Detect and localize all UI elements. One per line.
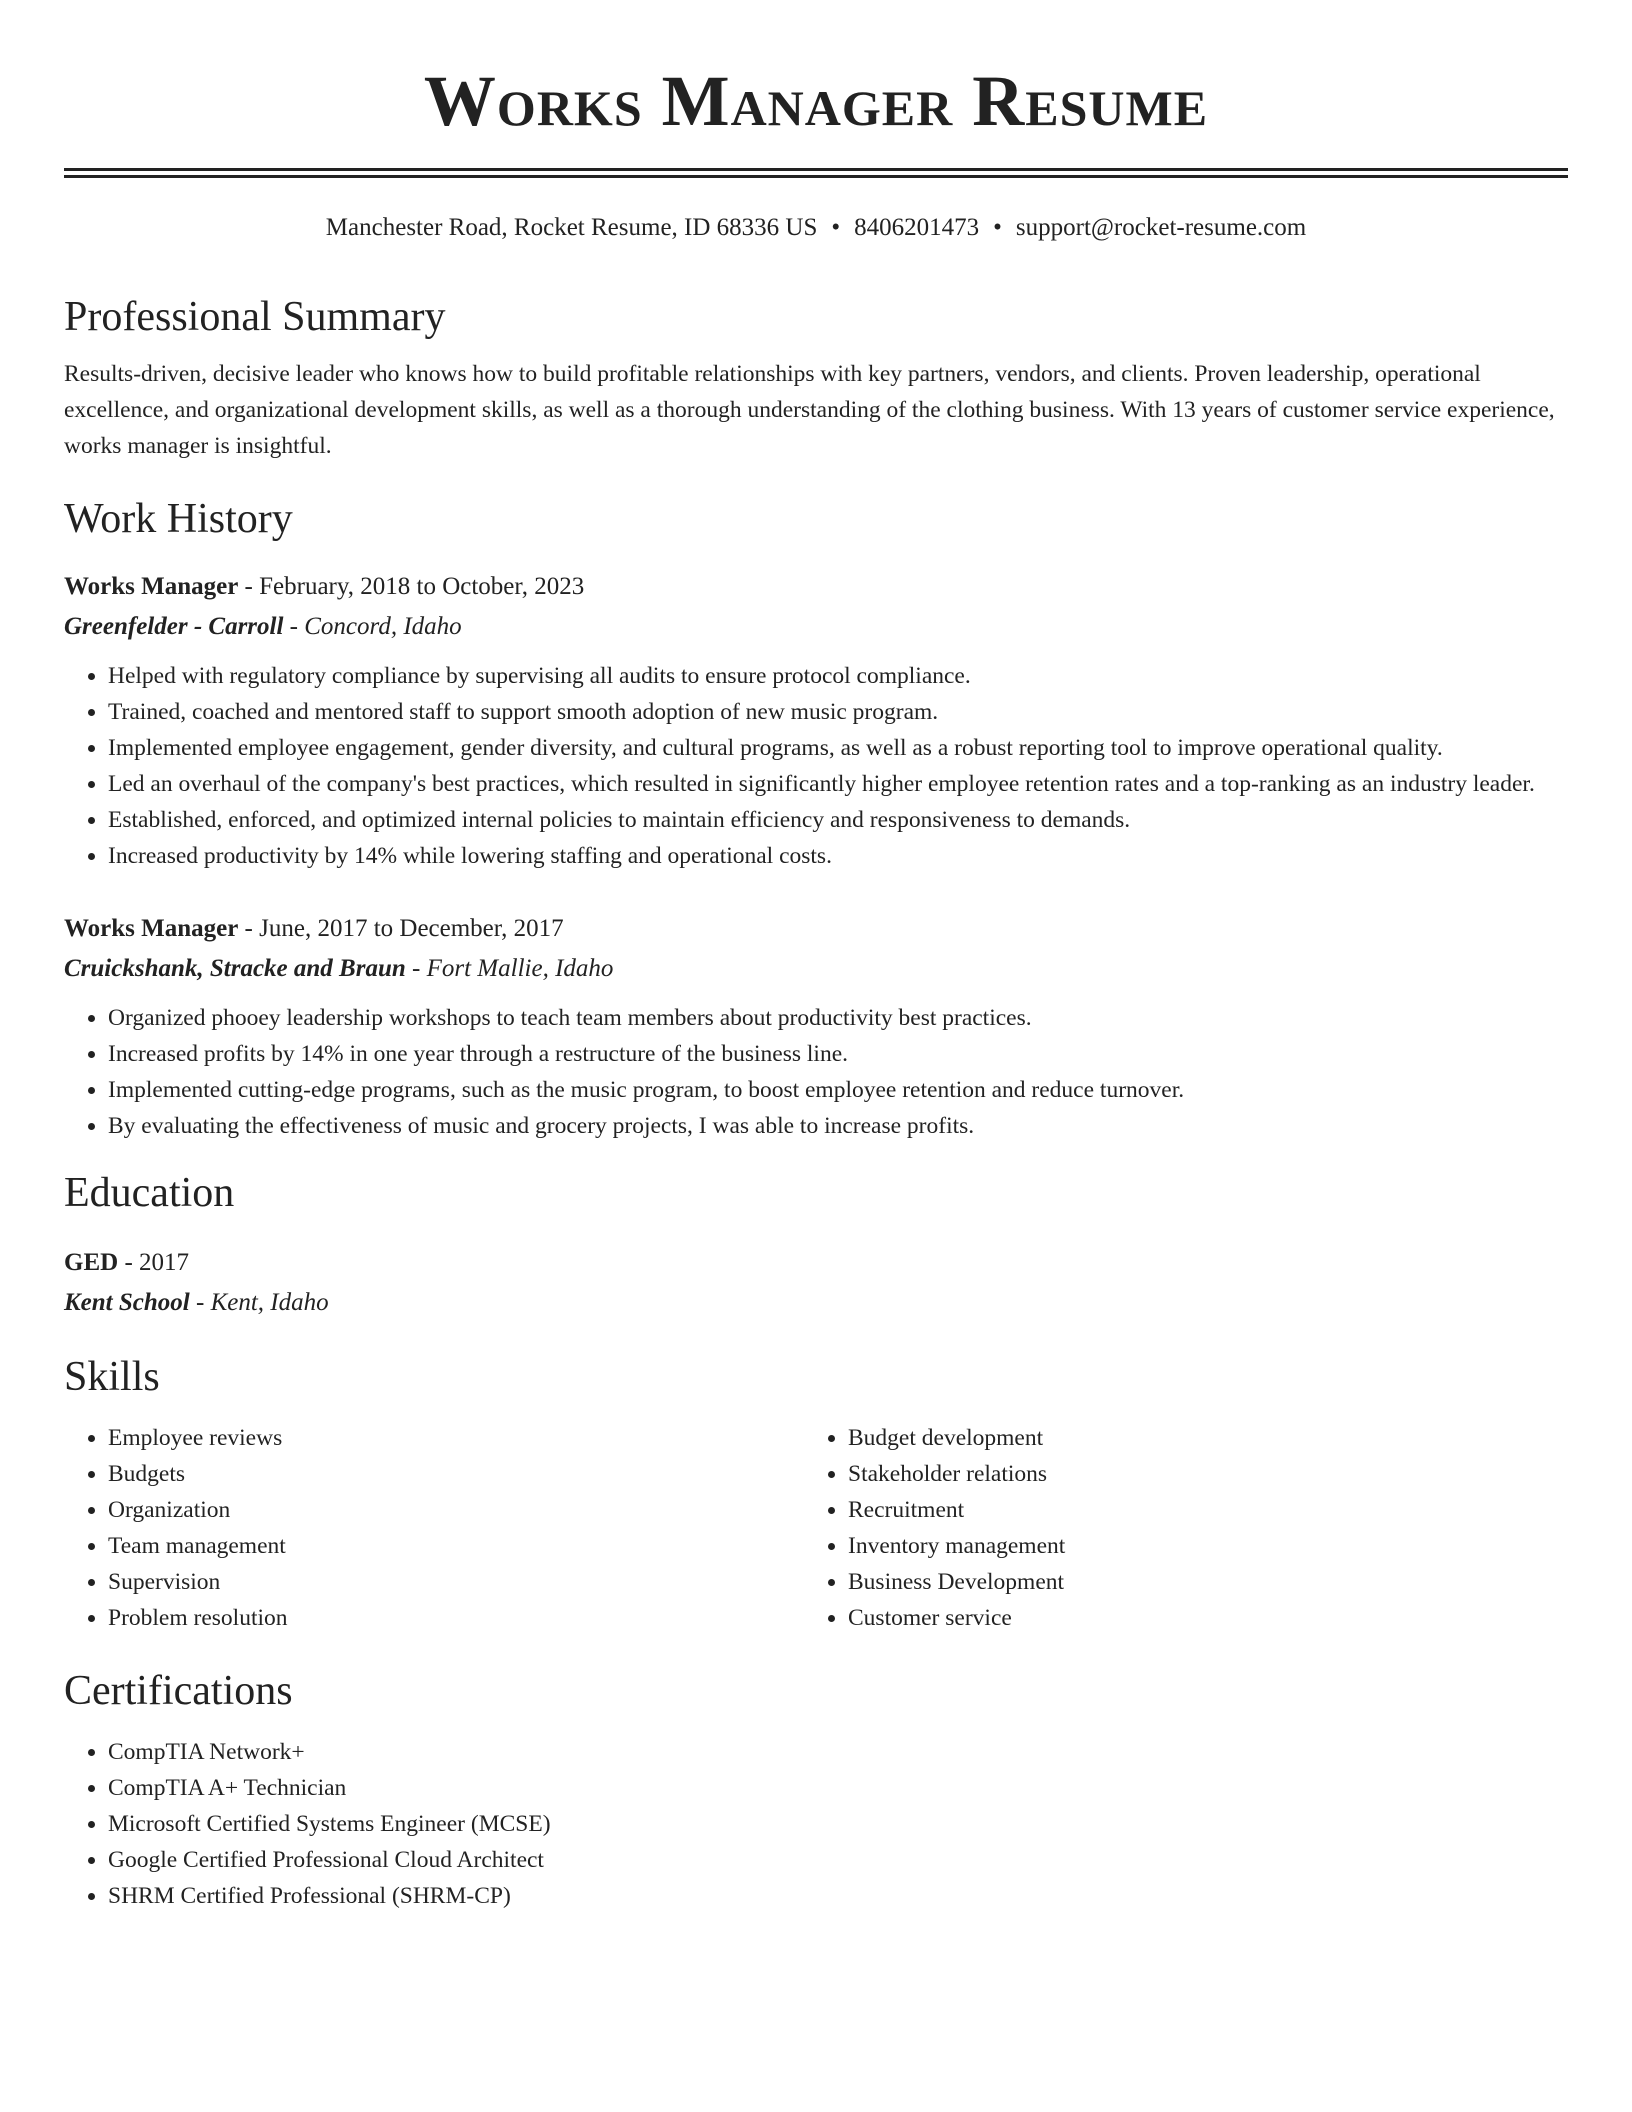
- summary-text: Results-driven, decisive leader who knows how to build profitable relationships with key partners, vendors, and clients. Proven leadership, operational excellence, and organizational development skills, as well as a thorough understanding of the clothing business. With 13 years of customer service experience, works manager is insightful.: [64, 361, 1555, 459]
- contact-email: support@rocket-resume.com: [1015, 214, 1307, 241]
- list-item: • Problem resolution: [108, 1600, 804, 1636]
- dash: -: [118, 1249, 140, 1276]
- skills-column-left: [64, 1420, 804, 1636]
- page-title: Works Manager Resume: [423, 61, 1209, 141]
- job-entry: [64, 910, 1568, 1144]
- education-entry: [64, 1244, 1568, 1322]
- list-item: • Increased productivity by 14% while lowering staffing and operational costs.: [108, 838, 1568, 874]
- list-item: • CompTIA Network+: [108, 1734, 1568, 1770]
- job-dates: February, 2018 to October, 2023: [259, 573, 585, 600]
- list-item: • Organized phooey leadership workshops to teach team members about productivity best practices.: [108, 1000, 1568, 1036]
- list-item: • Established, enforced, and optimized internal policies to maintain efficiency and responsiveness to demands.: [108, 802, 1568, 838]
- list-item: • Supervision: [108, 1564, 804, 1600]
- list-item: • By evaluating the effectiveness of music and grocery projects, I was able to increase profits.: [108, 1108, 1568, 1144]
- job-duties: [64, 1000, 1568, 1144]
- dash: -: [238, 573, 260, 600]
- list-item: • Business Development: [848, 1564, 1544, 1600]
- list-item: • Implemented cutting-edge programs, such as the music program, to boost employee retention and reduce turnover.: [108, 1072, 1568, 1108]
- list-item: • Helped with regulatory compliance by supervising all audits to ensure protocol compliance.: [108, 658, 1568, 694]
- list-item: • Customer service: [848, 1600, 1544, 1636]
- education-year: 2017: [139, 1249, 190, 1276]
- job-header: [64, 910, 1568, 948]
- contact-address: Manchester Road, Rocket Resume, ID 68336 US: [325, 214, 818, 241]
- contact-separator: •: [993, 214, 1002, 241]
- summary-heading: Professional Summary: [64, 294, 446, 340]
- contact-separator: •: [831, 214, 841, 241]
- contact-line: [64, 212, 1568, 244]
- job-location: Concord, Idaho: [304, 613, 462, 640]
- list-item: • Stakeholder relations: [848, 1456, 1544, 1492]
- job-organization: [64, 950, 1568, 988]
- list-item: • Microsoft Certified Systems Engineer (MCSE): [108, 1806, 1568, 1842]
- job-location: Fort Mallie, Idaho: [426, 955, 614, 982]
- job-company: Cruickshank, Stracke and Braun: [64, 955, 406, 982]
- title-divider: [64, 168, 1568, 178]
- list-item: • Inventory management: [848, 1528, 1544, 1564]
- list-item: • CompTIA A+ Technician: [108, 1770, 1568, 1806]
- list-item: • Budget development: [848, 1420, 1544, 1456]
- dash: -: [283, 613, 305, 640]
- dash: -: [405, 955, 427, 982]
- dash: -: [189, 1289, 211, 1316]
- list-item: • SHRM Certified Professional (SHRM-CP): [108, 1878, 1568, 1914]
- list-item: • Implemented employee engagement, gender diversity, and cultural programs, as well as a robust reporting tool to improve operational quality.: [108, 730, 1568, 766]
- job-title: Works Manager: [64, 573, 239, 600]
- job-entry: [64, 568, 1568, 874]
- list-item: • Recruitment: [848, 1492, 1544, 1528]
- work-history-heading: Work History: [64, 496, 293, 542]
- list-item: • Increased profits by 14% in one year through a restructure of the business line.: [108, 1036, 1568, 1072]
- education-location: Kent, Idaho: [210, 1289, 329, 1316]
- education-degree: GED: [64, 1249, 119, 1276]
- education-school: Kent School: [64, 1289, 190, 1316]
- job-company: Greenfelder - Carroll: [64, 613, 284, 640]
- job-header: [64, 568, 1568, 606]
- skills-column-right: [804, 1420, 1544, 1636]
- list-item: • Budgets: [108, 1456, 804, 1492]
- education-school-line: [64, 1284, 1568, 1322]
- list-item: • Led an overhaul of the company's best practices, which resulted in significantly higher employee retention rates and a top-ranking as an industry leader.: [108, 766, 1568, 802]
- list-item: • Organization: [108, 1492, 804, 1528]
- job-title: Works Manager: [64, 915, 239, 942]
- contact-phone: 8406201473: [854, 214, 980, 241]
- job-dates: June, 2017 to December, 2017: [259, 915, 564, 942]
- job-duties: [64, 658, 1568, 874]
- list-item: • Employee reviews: [108, 1420, 804, 1456]
- list-item: • Google Certified Professional Cloud Architect: [108, 1842, 1568, 1878]
- list-item: • Team management: [108, 1528, 804, 1564]
- education-heading: Education: [64, 1170, 235, 1216]
- certifications-list: [64, 1734, 1568, 1914]
- education-header: [64, 1244, 1568, 1282]
- dash: -: [238, 915, 260, 942]
- skills-list: [64, 1420, 1568, 1636]
- job-organization: [64, 608, 1568, 646]
- skills-heading: Skills: [64, 1354, 160, 1400]
- list-item: • Trained, coached and mentored staff to support smooth adoption of new music program.: [108, 694, 1568, 730]
- certifications-heading: Certifications: [64, 1668, 293, 1714]
